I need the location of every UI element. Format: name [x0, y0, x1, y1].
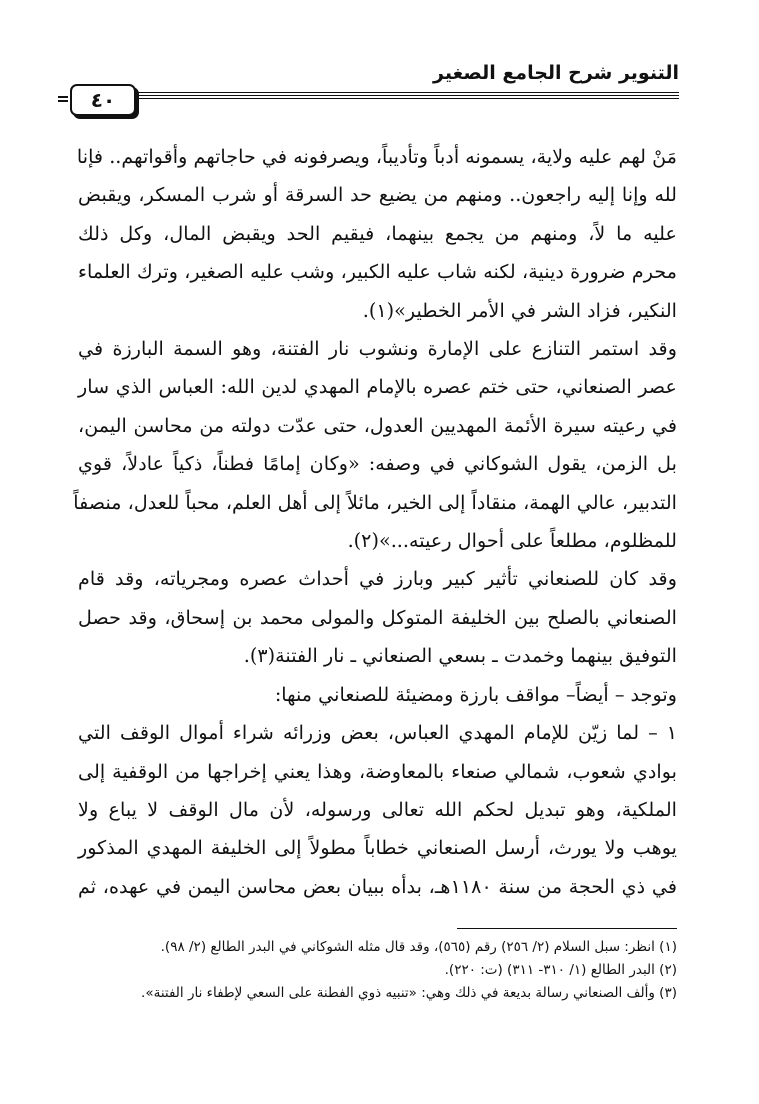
text-line: يوهب ولا يورث، أرسل الصنعاني خطاباً مطولاً إلى الخليفة المهدي المذكور	[78, 836, 677, 860]
text-line: وقد كان للصنعاني تأثير كبير وبارز في أحداث عصره ومجرياته، وقد قام	[78, 567, 677, 591]
text-line: وقد استمر التنازع على الإمارة ونشوب نار الفتنة، وهو السمة البارزة في	[78, 337, 677, 361]
text-line: مَنْ لهم عليه ولاية، يسمونه أدباً وتأديباً، ويصرفونه في حاجاتهم وأقواتهم.. فإنا	[76, 145, 677, 168]
header-ornament	[58, 96, 68, 98]
text-line: النكير، فزاد الشر في الأمر الخطير»(١).	[362, 298, 677, 322]
text-line: الصنعاني بالصلح بين الخليفة المتوكل والمولى محمد بن إسحاق، وقد حصل	[78, 605, 677, 629]
footnotes	[78, 936, 677, 1005]
page-header	[72, 62, 679, 126]
text-line: عليه ما لاً، ومنهم من يجمع بينهما، فيقيم الحد ويقبض المال، وكل ذلك	[78, 221, 677, 245]
text-line: بوادي شعوب، شمالي صنعاء بالمعاوضة، وهذا يعني إخراجها من الوقفية إلى	[78, 759, 677, 783]
text-line: للمظلوم، مطلعاً على أحوال رعيته...»(٢).	[347, 529, 677, 553]
text-line: التوفيق بينهما وخمدت ـ بسعي الصنعاني ـ نار الفتنة(٣).	[243, 644, 677, 668]
text-line: في رعيته سيرة الأئمة المهديين العدول، حتى عدّت دولته من محاسن اليمن،	[78, 413, 677, 437]
text-line: ١ – لما زيّن للإمام المهدي العباس، بعض وزرائه شراء أموال الوقف التي	[78, 721, 677, 745]
text-line: وتوجد – أيضاً– مواقف بارزة ومضيئة للصنعاني منها:	[274, 682, 677, 706]
header-rule	[72, 92, 679, 93]
text-line: التدبير، عالي الهمة، منقاداً إلى الخير، مائلاً إلى أهل العلم، محباً للعدل، منصفاً	[73, 490, 677, 514]
header-rule	[72, 98, 679, 99]
main-text	[73, 138, 677, 906]
text-line: بل الزمن، يقول الشوكاني في وصفه: «وكان إمامًا فطناً، ذكياً عادلاً، قوي	[78, 452, 677, 476]
text-line: الملكية، وهو تبديل لحكم الله تعالى ورسوله، لأن مال الوقف لا يباع ولا	[78, 797, 677, 821]
header-ornament	[58, 100, 68, 102]
text-line: محرم ضرورة دينية، لكنه شاب عليه الكبير، وشب عليه الصغير، وترك العلماء	[78, 260, 677, 284]
text-line: عصر الصنعاني، حتى ختم عصره بالإمام المهدي لدين الله: العباس الذي سار	[78, 375, 677, 399]
footnote: (٣) وألف الصنعاني رسالة بديعة في ذلك وهي: «تنبيه ذوي الفطنة على السعي لإطفاء نار الفتنة».	[141, 985, 677, 1001]
footnote: (١) انظر: سبل السلام (٢/ ٢٥٦) رقم (٥٦٥)، وقد قال مثله الشوكاني في البدر الطالع (٢/ ٩٨).	[160, 939, 677, 955]
footnote: (٢) البدر الطالع (١/ ٣١٠- ٣١١) (ت: ٢٢٠).	[444, 962, 677, 978]
text-line: لله وإنا إليه راجعون.. ومنهم من يضيع حد السرقة أو شرب المسكر، ويقبض	[78, 183, 677, 207]
page-number: ٤٠	[70, 84, 136, 116]
running-title: التنوير شرح الجامع الصغير	[433, 62, 679, 84]
text-line: في ذي الحجة من سنة ١١٨٠هـ، بدأه ببيان بعض محاسن اليمن في عهده، ثم	[78, 874, 677, 898]
footnote-separator	[457, 928, 677, 929]
header-rule	[72, 95, 679, 96]
